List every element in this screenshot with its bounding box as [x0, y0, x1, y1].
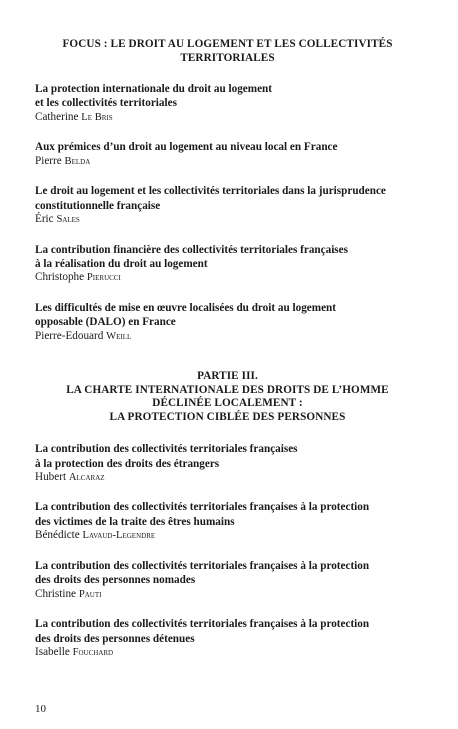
author-first-name: Pierre-Edouard [35, 329, 104, 342]
author-last-name: Sales [56, 214, 80, 226]
toc-entry [35, 442, 420, 484]
title-line: La contribution des collectivités territoriales françaises [35, 443, 298, 456]
title-line: La protection internationale du droit au logement [35, 83, 273, 95]
author-last-name: Le Bris [81, 111, 113, 123]
title-line: Aux prémices d’un droit au logement au niveau local en France [35, 141, 338, 154]
title-line: La contribution des collectivités territoriales françaises à la protection [35, 618, 370, 631]
toc-entry [35, 140, 420, 168]
title-line: La contribution financière des collectivités territoriales françaises [35, 243, 348, 256]
entry-author [35, 646, 420, 660]
toc-entry [35, 243, 420, 285]
title-line: opposable (DALO) en France [35, 316, 176, 329]
author-last-name: Pierucci [86, 272, 121, 284]
author-first-name: Pierre [35, 154, 62, 167]
author-last-name: Belda [64, 155, 91, 167]
entry-title [35, 301, 420, 330]
page-number: 10 [35, 703, 46, 715]
author-first-name: Christine [35, 587, 77, 600]
focus-heading-line: TERRITORIALES [180, 51, 275, 64]
entry-title [35, 500, 420, 529]
toc-entry [35, 617, 420, 659]
author-last-name: Weill [106, 330, 132, 342]
entry-author [35, 213, 420, 227]
part-heading-line: LA CHARTE INTERNATIONALE DES DROITS DE L’HOMME [66, 383, 389, 396]
part-heading-line: DÉCLINÉE LOCALEMENT : [152, 397, 303, 410]
title-line: des droits des personnes nomades [35, 574, 196, 587]
author-first-name: Christophe [35, 271, 85, 284]
entry-author [35, 155, 420, 169]
title-line: Les difficultés de mise en œuvre localisées du droit au logement [35, 301, 337, 314]
toc-entry [35, 184, 420, 226]
title-line: constitutionnelle française [35, 199, 161, 212]
entry-title [35, 184, 420, 213]
entry-title [35, 617, 420, 646]
author-first-name: Bénédicte [35, 529, 80, 542]
author-first-name: Éric [35, 213, 54, 226]
title-line: et les collectivités territoriales [35, 97, 177, 110]
toc-entry [35, 82, 420, 124]
table-of-contents [35, 38, 420, 659]
toc-entry [35, 559, 420, 601]
author-first-name: Hubert [35, 470, 67, 483]
title-line: La contribution des collectivités territoriales françaises à la protection [35, 501, 370, 514]
entry-author [35, 271, 420, 285]
entry-title [35, 82, 420, 111]
entry-author [35, 529, 420, 543]
entry-author [35, 111, 420, 125]
author-last-name: Alcaraz [68, 471, 105, 483]
focus-heading-line: FOCUS : LE DROIT AU LOGEMENT ET LES COLLECTIVITÉS [62, 38, 393, 50]
title-line: des victimes de la traite des êtres humains [35, 515, 235, 528]
entry-title [35, 559, 420, 588]
part-heading-line: PARTIE III. [197, 370, 258, 383]
author-last-name: Pauti [78, 588, 102, 600]
focus-heading [35, 38, 420, 65]
title-line: des droits des personnes détenues [35, 632, 195, 645]
entry-title [35, 442, 420, 471]
title-line: La contribution des collectivités territoriales françaises à la protection [35, 559, 370, 572]
title-line: Le droit au logement et les collectivités territoriales dans la jurisprudence [35, 185, 386, 198]
entry-author [35, 471, 420, 485]
title-line: à la protection des droits des étrangers [35, 457, 220, 470]
author-last-name: Fouchard [72, 646, 114, 658]
toc-entry [35, 500, 420, 542]
author-last-name: Lavaud-Legendre [82, 530, 156, 542]
author-first-name: Catherine [35, 110, 79, 123]
part-three-heading [35, 370, 420, 424]
entry-author [35, 588, 420, 602]
author-first-name: Isabelle [35, 645, 70, 658]
entry-title [35, 140, 420, 154]
entry-title [35, 243, 420, 272]
part-heading-line: LA PROTECTION CIBLÉE DES PERSONNES [109, 410, 346, 423]
title-line: à la réalisation du droit au logement [35, 257, 208, 270]
entry-author [35, 330, 420, 344]
toc-entry [35, 301, 420, 343]
